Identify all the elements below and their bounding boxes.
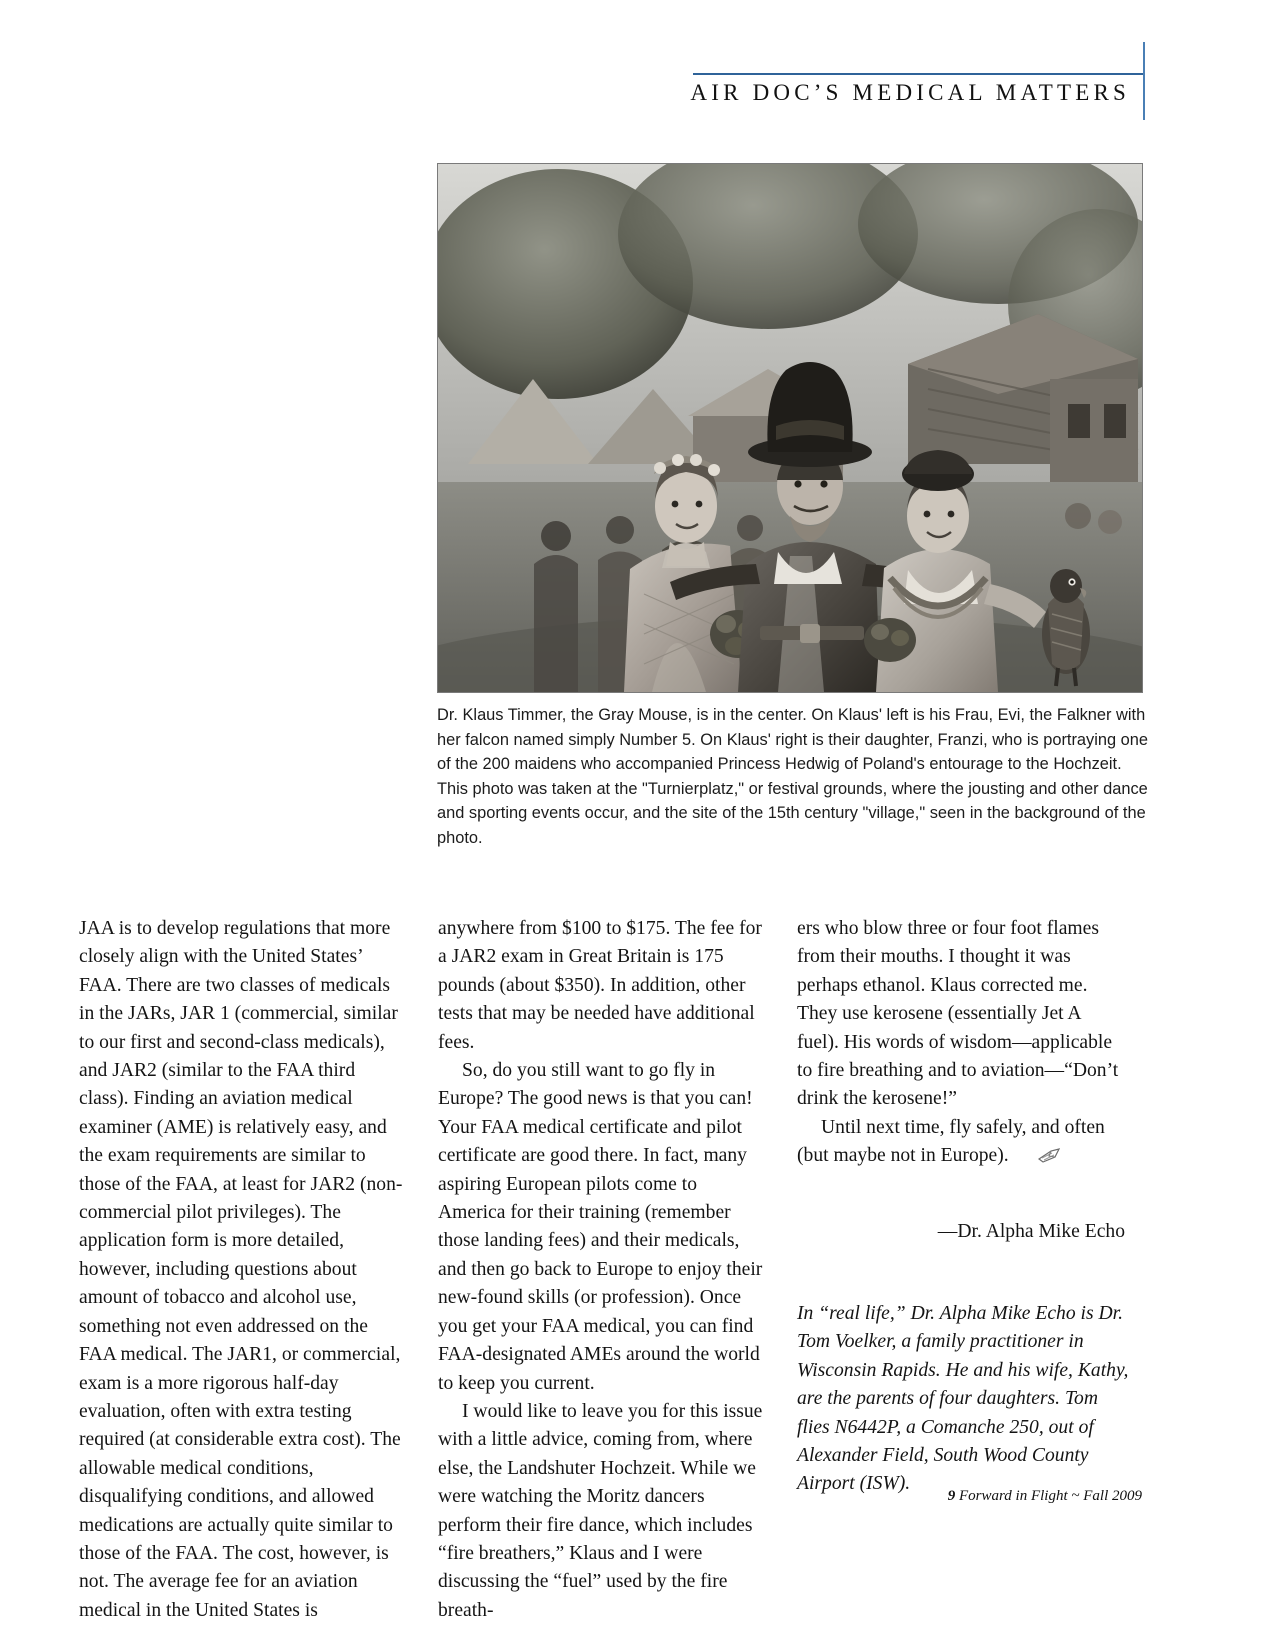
page-number: 9 [947, 1488, 956, 1504]
body-column-1 [79, 915, 407, 1625]
page-header [0, 0, 1275, 150]
bio-text: In “real life,” Dr. Alpha Mike Echo is Dr. Tom Voelker, a family practitioner in Wisconsin Rapids. He and his wife, Kathy, are the parents of four daughters. Tom flies N6442P, a Comanche 250, out of Alexander Field, South Wood County Airport (ISW). [797, 1303, 1129, 1495]
publication-info: Forward in Flight ~ Fall 2009 [959, 1488, 1142, 1504]
author-signature: —Dr. Alpha Mike Echo [937, 1220, 1125, 1242]
airplane-glyph [1038, 1148, 1060, 1164]
closing-text: Until next time, fly safely, and often (but maybe not in Europe). [797, 1116, 1105, 1167]
paragraph: I would like to leave you for this issue with a little advice, coming from, where else, the Landshuter Hochzeit. While we were watching the Moritz dancers perform their fire dance, which includes “fire breathers,” Klaus and I were discussing the “fuel” used by the fire breath- [438, 1400, 763, 1621]
paragraph [797, 1114, 1125, 1174]
header-vertical-rule [1143, 42, 1145, 120]
author-bio [797, 1300, 1135, 1499]
header-horizontal-rule [693, 73, 1145, 75]
festival-photo [437, 163, 1143, 693]
page-title: AIR DOC’S MEDICAL MATTERS [690, 80, 1130, 105]
paragraph: ers who blow three or four foot flames from their mouths. I thought it was perhaps ethanol. Klaus corrected me. They use kerosene (essentially Jet A fuel). His words of wisdom—applicable to fire breathing and to aviation—“Don’t drink the kerosene!” [797, 918, 1119, 1110]
festival-photo-illustration [438, 164, 1142, 692]
photo-caption: Dr. Klaus Timmer, the Gray Mouse, is in the center. On Klaus' left is his Frau, Evi, the Falkner with her falcon named simply Number 5. On Klaus' right is their daughter, Franzi, who is portraying one of the 200 maidens who accompanied Princess Hedwig of Poland's entourage to the Hochzeit. This photo was taken at the "Turnierplatz," or festival grounds, where the jousting and other dance and sporting events occur, and the site of the 15th century "village," seen in the background of the photo. [437, 706, 1148, 847]
paragraph: So, do you still want to go fly in Europe? The good news is that you can! Your FAA medical certificate and pilot certificate are good there. In fact, many aspiring European pilots come to America for their training (remember those landing fees) and their medicals, and then go back to Europe to enjoy their new-found skills (or profession). Once you get your FAA medical, you can find FAA-designated AMEs around the world to keep you current. [438, 1060, 763, 1394]
page-footer [0, 1488, 1275, 1518]
airplane-icon [1014, 1145, 1060, 1173]
body-column-2 [438, 915, 766, 1625]
paragraph: anywhere from $100 to $175. The fee for a JAR2 exam in Great Britain is 175 pounds (about $350). In addition, other tests that may be needed have additional fees. [438, 918, 762, 1053]
paragraph: JAA is to develop regulations that more closely align with the United States’ FAA. There are two classes of medicals in the JARs, JAR 1 (commercial, similar to our first and second-class medicals), and JAR2 (similar to the FAA third class). Finding an aviation medical examiner (AME) is relatively easy, and the exam requirements are similar to those of the FAA, at least for JAR2 (non-commercial pilot privileges). The application form is more detailed, however, including questions about amount of tobacco and alcohol use, something not even addressed on the FAA medical. The JAR1, or commercial, exam is a more rigorous half-day evaluation, often with extra testing required (at considerable extra cost). The allowable medical conditions, disqualifying conditions, and allowed medications are actually quite similar to those of the FAA. The cost, however, is not. The average fee for an aviation medical in the United States is [79, 918, 403, 1621]
body-column-3 [797, 915, 1125, 1246]
